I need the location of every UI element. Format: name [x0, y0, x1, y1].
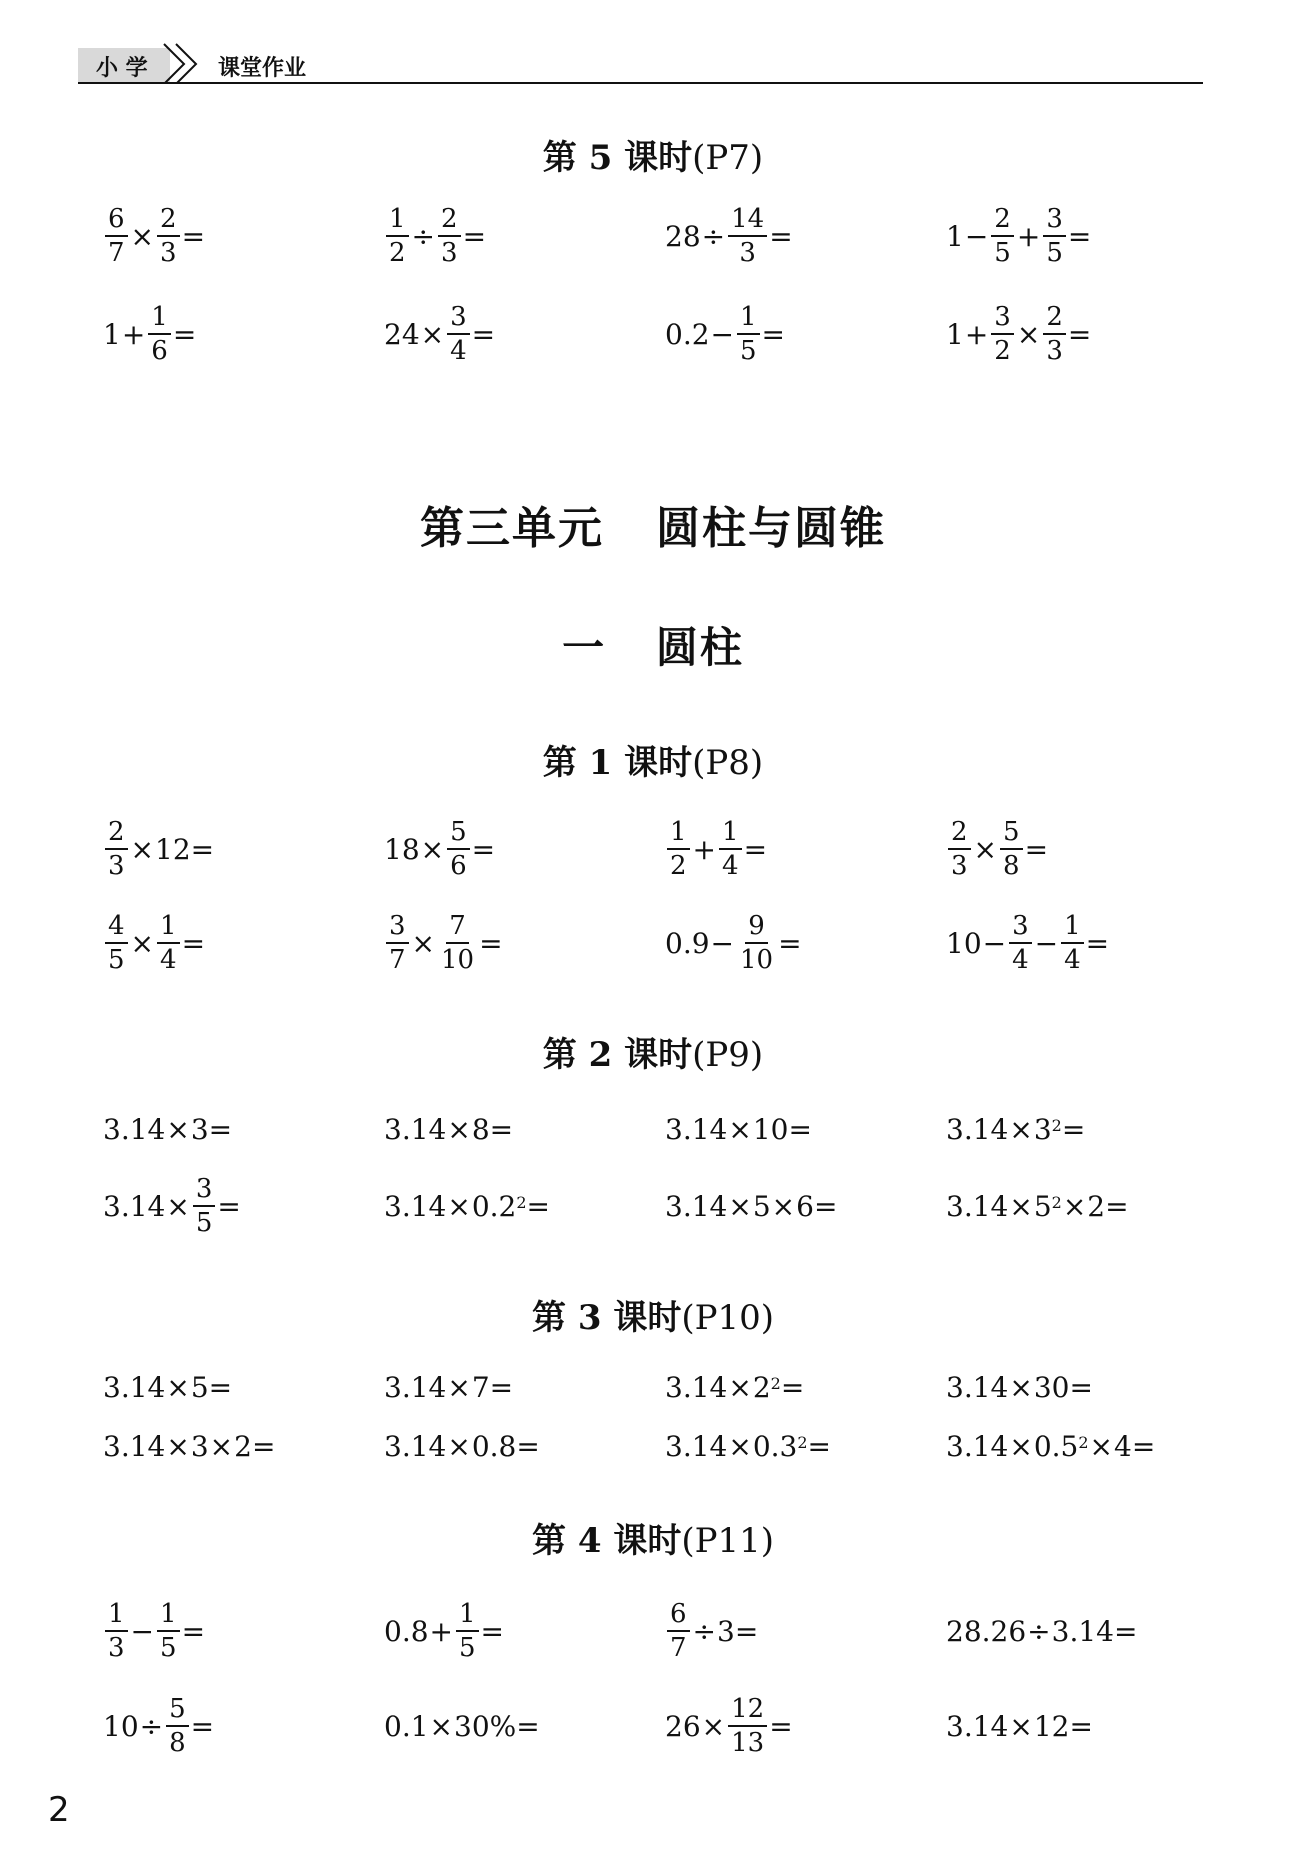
exercise: $\frac{6}{7}$ × $\frac{2}{3}$ =	[103, 196, 205, 276]
page-ref: (P10)	[681, 1298, 774, 1338]
exercise: $\frac{1}{2}$ + $\frac{1}{4}$ =	[665, 809, 767, 889]
exercise: 3.14 × 5 =	[103, 1370, 233, 1404]
exercise-row	[0, 1089, 1306, 1169]
exercise: 3.14 × 12 =	[946, 1709, 1093, 1743]
exercise: 3.14 × 3 × 2 =	[103, 1429, 276, 1463]
page-ref: (P7)	[692, 138, 764, 178]
page-ref: (P9)	[692, 1035, 764, 1075]
exercise: 1 + $\frac{3}{2}$ × $\frac{2}{3}$ =	[946, 302, 1092, 366]
exercise-row	[0, 903, 1306, 983]
exercise: 0.9 − $\frac{9}{10}$ =	[665, 911, 802, 975]
exercise-row	[0, 1686, 1306, 1766]
exercise: $\frac{6}{7}$ ÷ 3 =	[665, 1591, 758, 1671]
exercise: 0.8 + $\frac{1}{5}$ =	[384, 1599, 505, 1663]
exercise: $\frac{2}{3}$ × 12 =	[103, 809, 214, 889]
page-header	[78, 48, 1203, 84]
exercise: 3.14 × 5 $^2$ × 2 =	[946, 1189, 1129, 1223]
section-title-lesson5	[0, 130, 1306, 179]
lesson-label: 第 4 课时	[531, 1521, 682, 1561]
exercise: 1 + $\frac{1}{6}$ =	[103, 302, 197, 366]
section-title-lesson2	[0, 1027, 1306, 1076]
exercise-row	[0, 809, 1306, 889]
exercise: 3.14 × 30 =	[946, 1370, 1093, 1404]
level-badge-label: 小 学	[96, 56, 148, 81]
exercise: 3.14 × 0.2 $^2$ =	[384, 1189, 550, 1223]
exercise: $\frac{1}{3}$ − $\frac{1}{5}$ =	[103, 1591, 205, 1671]
exercise: 3.14 × 0.5 $^2$ × 4 =	[946, 1429, 1156, 1463]
exercise-row	[0, 196, 1306, 276]
exercise-row	[0, 1591, 1306, 1671]
exercise: 3.14 × 3 $^2$ =	[946, 1112, 1086, 1146]
exercise: 26 × $\frac{12}{13}$ =	[665, 1694, 793, 1758]
unit-title: 第三单元 圆柱与圆锥	[420, 503, 886, 554]
page-number: 2	[48, 1790, 70, 1830]
exercise: 3.14 × 5 × 6 =	[665, 1189, 838, 1223]
exercise: 0.2 − $\frac{1}{5}$ =	[665, 302, 786, 366]
page-ref: (P8)	[692, 743, 764, 783]
exercise: 3.14 × $\frac{3}{5}$ =	[103, 1174, 241, 1238]
exercise: 0.1 × 30% =	[384, 1709, 540, 1743]
exercise-row	[0, 1166, 1306, 1246]
exercise: 3.14 × 10 =	[665, 1112, 812, 1146]
section-title-lesson1	[0, 735, 1306, 784]
exercise-row	[0, 294, 1306, 374]
lesson-label: 第 5 课时	[542, 138, 693, 178]
section-title-lesson4	[0, 1513, 1306, 1562]
exercise: $\frac{2}{3}$ × $\frac{5}{8}$ =	[946, 809, 1048, 889]
exercise: 3.14 × 0.8 =	[384, 1429, 540, 1463]
exercise: 28 ÷ $\frac{14}{3}$ =	[665, 204, 793, 268]
exercise: 3.14 × 2 $^2$ =	[665, 1370, 805, 1404]
lesson-label: 第 2 课时	[542, 1035, 693, 1075]
exercise: 10 ÷ $\frac{5}{8}$ =	[103, 1694, 215, 1758]
exercise: 10 − $\frac{3}{4}$ − $\frac{1}{4}$ =	[946, 911, 1110, 975]
exercise: $\frac{1}{2}$ ÷ $\frac{2}{3}$ =	[384, 196, 486, 276]
exercise-row	[0, 1406, 1306, 1486]
exercise: $\frac{4}{5}$ × $\frac{1}{4}$ =	[103, 903, 205, 983]
book-title: 课堂作业	[218, 56, 307, 81]
page-ref: (P11)	[681, 1521, 774, 1561]
level-badge	[78, 48, 170, 82]
lesson-label: 第 3 课时	[531, 1298, 682, 1338]
exercise: 3.14 × 8 =	[384, 1112, 514, 1146]
exercise: $\frac{3}{7}$ × $\frac{7}{10}$ =	[384, 903, 503, 983]
subsection-title: 一 圆柱	[562, 623, 744, 672]
exercise: 1 − $\frac{2}{5}$ + $\frac{3}{5}$ =	[946, 204, 1092, 268]
exercise: 3.14 × 0.3 $^2$ =	[665, 1429, 831, 1463]
lesson-label: 第 1 课时	[542, 743, 693, 783]
header-rule	[78, 82, 1203, 84]
exercise: 28.26 ÷ 3.14 =	[946, 1614, 1138, 1648]
section-title-lesson3	[0, 1290, 1306, 1339]
exercise: 24 × $\frac{3}{4}$ =	[384, 302, 496, 366]
exercise: 3.14 × 3 =	[103, 1112, 233, 1146]
exercise: 3.14 × 7 =	[384, 1370, 514, 1404]
exercise: 18 × $\frac{5}{6}$ =	[384, 817, 496, 881]
